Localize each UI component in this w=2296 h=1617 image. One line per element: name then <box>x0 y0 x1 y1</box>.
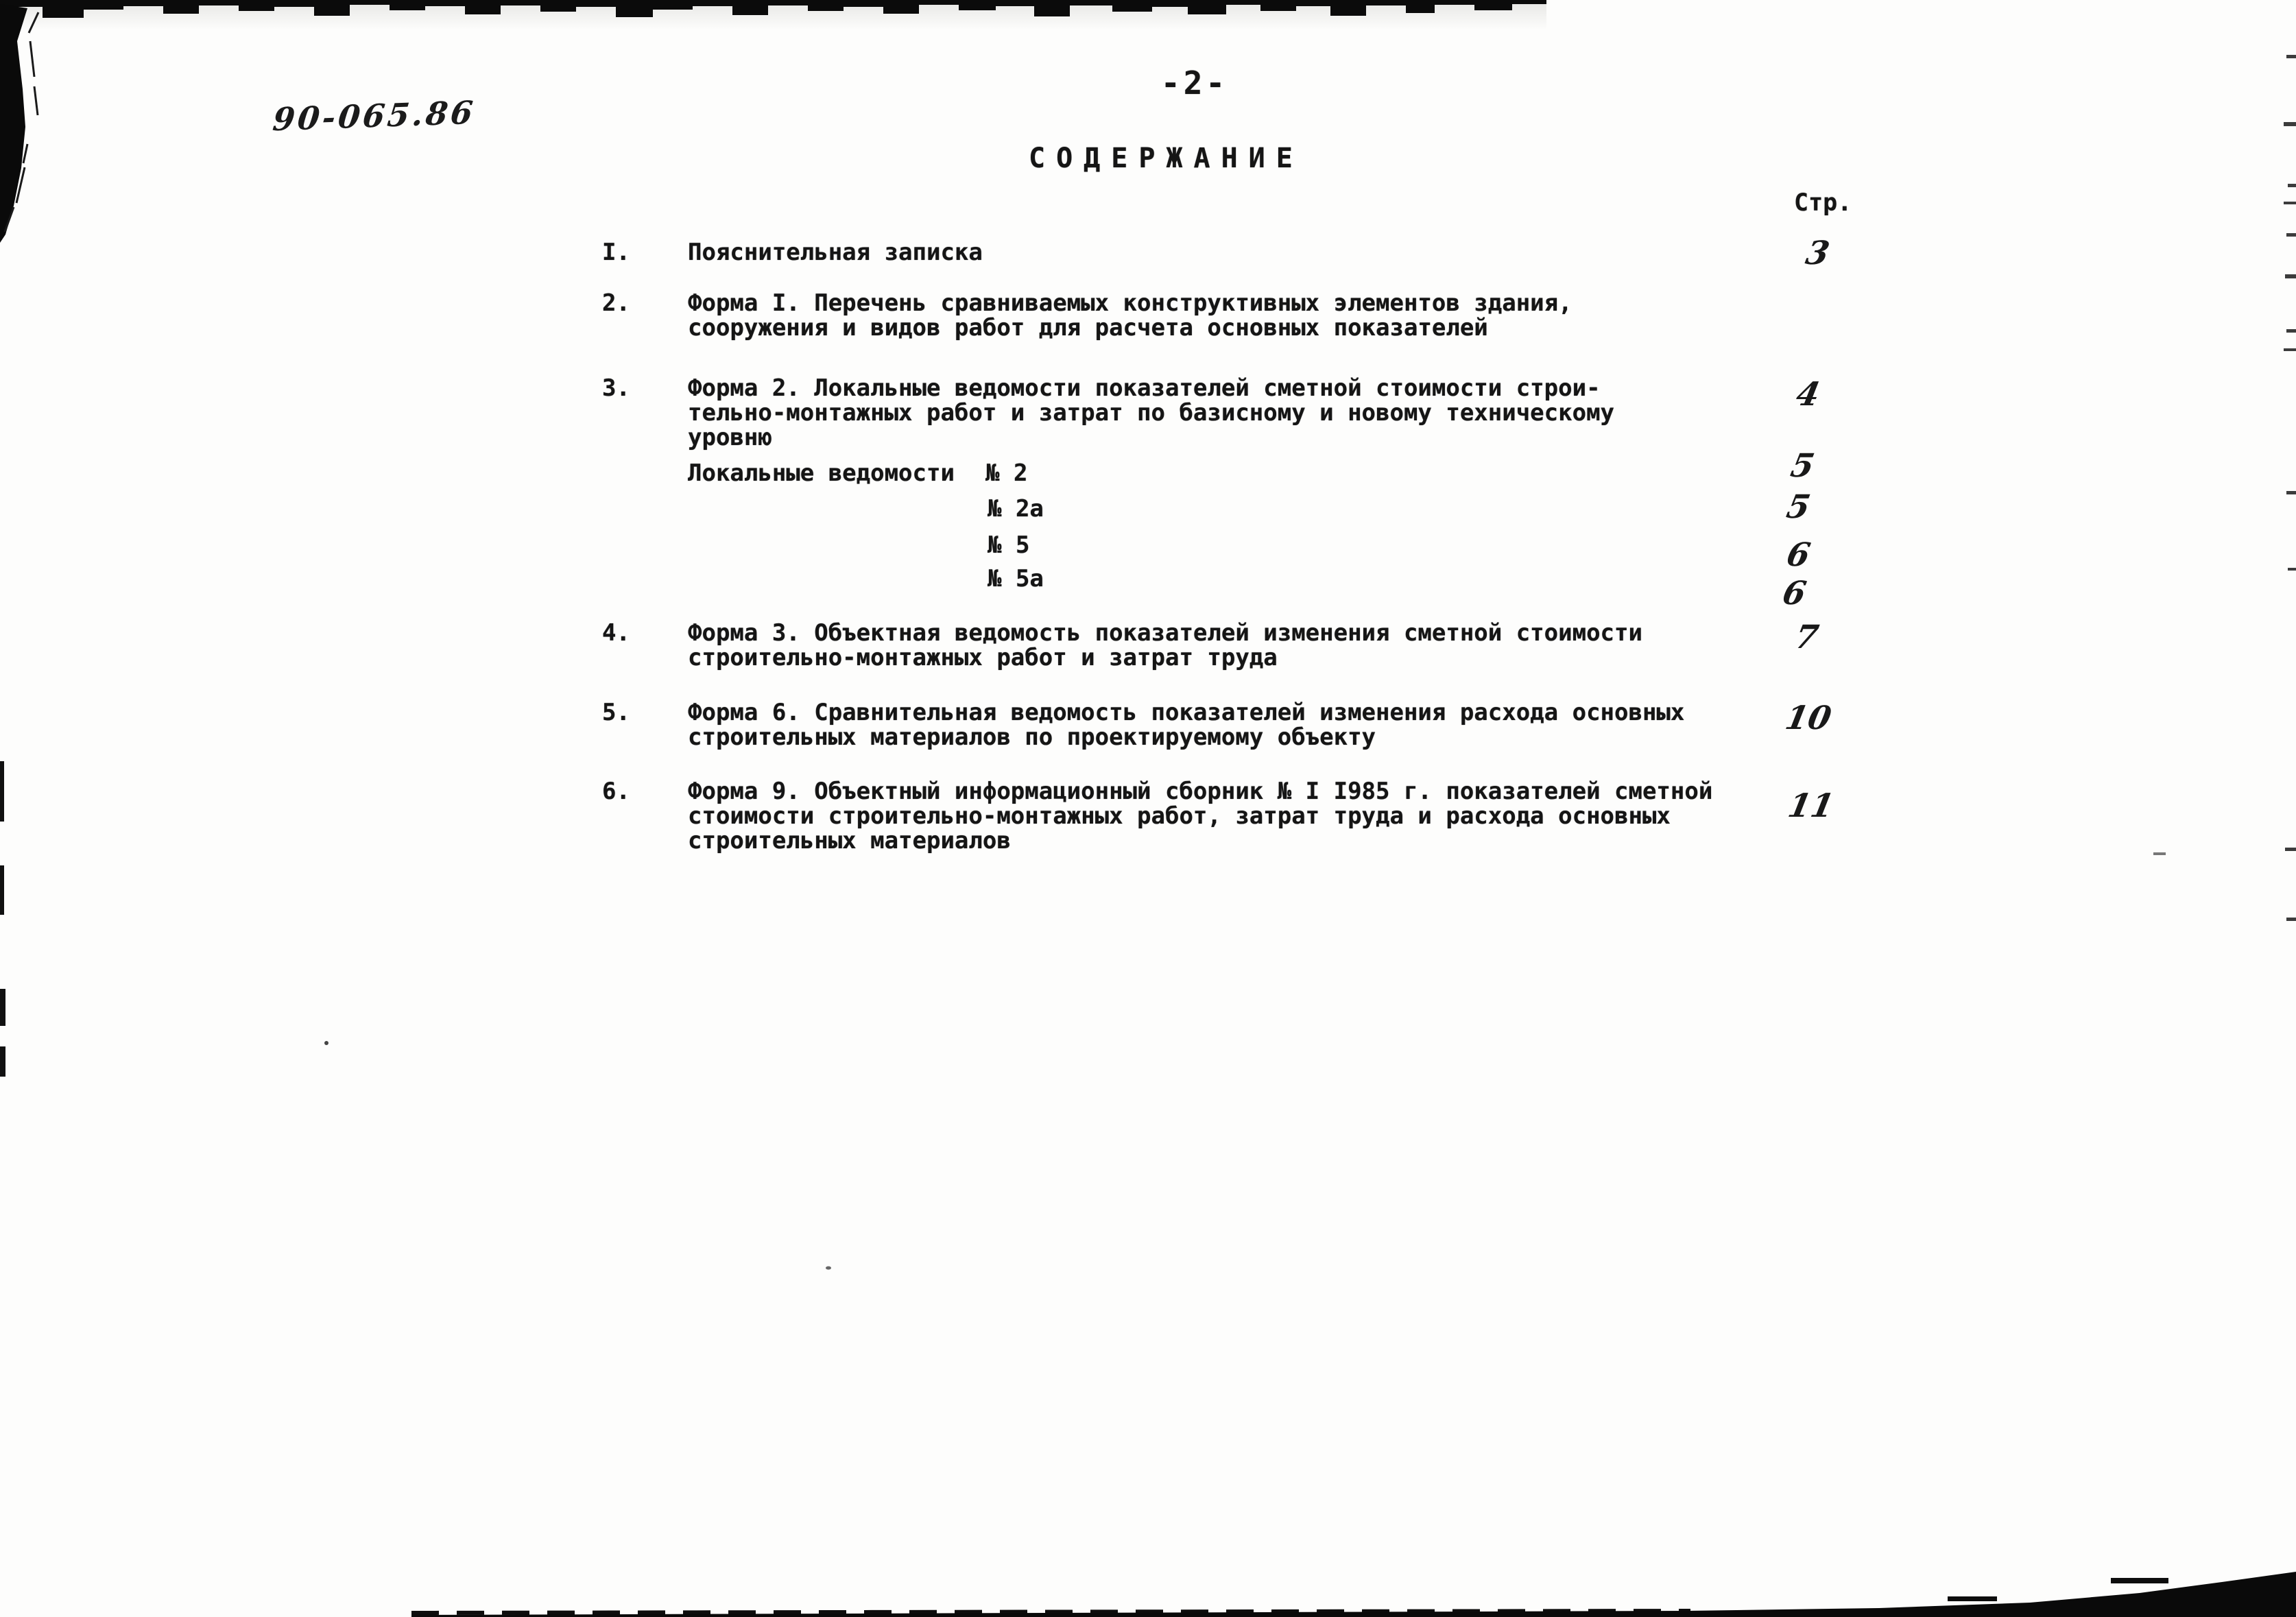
toc-entry-line: тельно-монтажных работ и затрат по базисному и новому техническому <box>688 399 1615 427</box>
toc-entry <box>602 376 1614 450</box>
toc-entry-line: Форма I. Перечень сравниваемых конструктивных элементов здания, <box>688 289 1572 317</box>
handwritten-page-number: 6 <box>1783 536 1814 574</box>
toc-entry-line: Пояснительная записка <box>688 239 983 266</box>
local-statements-label: Локальные ведомости <box>688 459 955 487</box>
toc-entry-line: Форма 6. Сравнительная ведомость показателей изменения расхода основных <box>688 699 1685 726</box>
scan-specks <box>324 1041 831 1270</box>
toc-entry-number: 5. <box>602 699 630 726</box>
scan-left-ticks <box>0 761 5 1077</box>
handwritten-page-number: 5 <box>1787 447 1818 485</box>
toc-entry-line: уровню <box>688 424 772 451</box>
toc-entry-line: строительных материалов <box>688 827 1011 854</box>
scan-edge-bottom-dashes <box>411 1611 1690 1613</box>
handwritten-page-number: 6 <box>1779 575 1810 612</box>
toc-entry-line: Форма 9. Объектный информационный сборник № I I985 г. показателей сметной <box>688 778 1713 805</box>
toc-entry-line: строительно-монтажных работ и затрат труда <box>688 644 1278 671</box>
toc-entry-line: стоимости строительно-монтажных работ, затрат труда и расхода основных <box>688 802 1671 830</box>
local-statement-number: № 2 <box>985 459 1028 487</box>
handwritten-page-number: 7 <box>1791 619 1822 656</box>
toc-entry-number: 4. <box>602 619 630 647</box>
toc-entry <box>602 621 1642 670</box>
local-statement-number: № 2а <box>988 495 1044 523</box>
toc-entry <box>602 240 983 265</box>
local-statement-number: № 5а <box>988 565 1044 592</box>
toc-entry <box>602 700 1684 750</box>
scan-edge-left <box>0 4 27 243</box>
handwritten-page-number: 5 <box>1783 488 1814 526</box>
page-number-marker: -2- <box>1161 64 1229 101</box>
toc-entry-number: 3. <box>602 374 630 402</box>
toc-entry-number: 6. <box>602 778 630 805</box>
handwritten-page-number: 3 <box>1802 235 1833 272</box>
toc-entry-line: строительных материалов по проектируемому объекту <box>688 723 1376 751</box>
handwritten-page-number: 11 <box>1784 787 1837 825</box>
toc-entry-number: 2. <box>602 289 630 317</box>
handwritten-page-number: 4 <box>1793 376 1823 414</box>
toc-entry-line: сооружения и видов работ для расчета основных показателей <box>688 314 1488 342</box>
scan-edge-bottom <box>411 1572 2296 1617</box>
toc-entry-number: I. <box>602 239 630 266</box>
scan-haze <box>0 4 1546 30</box>
toc-entry-line: Форма 3. Объектная ведомость показателей изменения сметной стоимости <box>688 619 1642 647</box>
handwritten-document-code: 90-065.86 <box>271 93 477 139</box>
toc-entry-line: Форма 2. Локальные ведомости показателей сметной стоимости строи- <box>688 374 1601 402</box>
toc-entry <box>602 779 1712 853</box>
local-statement-number: № 5 <box>988 531 1030 559</box>
page-column-header: Стр. <box>1794 189 1852 217</box>
toc-entry <box>602 291 1572 340</box>
scan-right-marks <box>2153 55 2296 921</box>
handwritten-page-number: 10 <box>1782 699 1834 737</box>
document-title: СОДЕРЖАНИЕ <box>1029 143 1304 174</box>
scan-scratches <box>5 12 38 232</box>
